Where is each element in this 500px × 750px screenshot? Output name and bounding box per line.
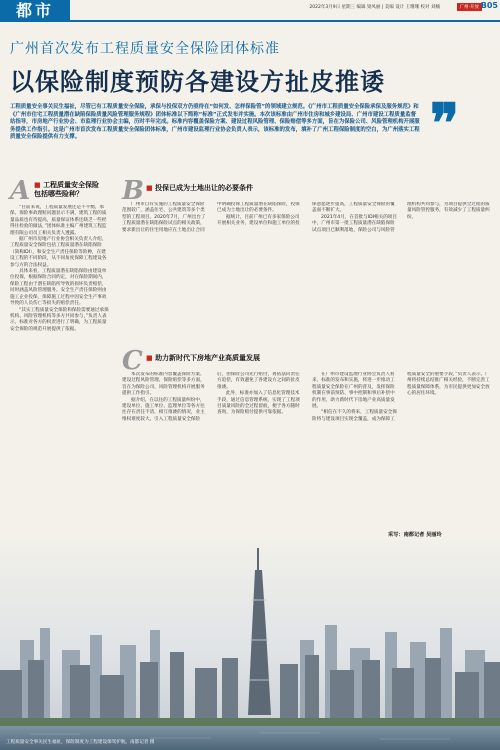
article-c-paragraph: 此外，标准亦加入了信息化管理技术手段，通过信息管理系统，实现了工程项目质量风险的全过程留痕，便于各方随时查询，为保险赔付提供可靠依据。 xyxy=(217,391,300,416)
section-a-letter: A xyxy=(10,176,31,206)
article-a-paragraph: 具体来看，工程质量潜在缺陷保险由建设单位投保，根据保险合同约定，对在保险期间内，保险工程由于潜在缺陷所导致的损坏负责赔偿，同时涵盖风险管理服务。安全生产责任保险则由施工企业投保，保障施工过程中因安全生产事故导致的人员伤亡等损失的赔偿责任。 xyxy=(10,269,107,307)
article-c-paragraph: 在广州市建设监理行业协会负责人看来，标准的发布和实施，将进一步推动工程质量安全保险在广州的普及，发挥保险机制在事前预防、事中控制和事后补偿中的作用，助力新时代下房地产业高质量发展。 xyxy=(312,372,395,410)
date-line: 2022年3月9日 星期三 编辑 梁凤丽 | 美编 设计 王珊珊 校对 刘楠 xyxy=(309,5,440,10)
masthead-rule xyxy=(70,20,500,22)
byline: 采写：南都记者 吴丽玲 xyxy=(388,532,442,538)
skyline-illustration xyxy=(0,540,500,750)
section-c-title: ■ 助力新时代下房地产业高质量发展 xyxy=(146,354,261,362)
kicker: 广州首次发布工程质量安全保险团体标准 xyxy=(10,41,280,57)
city-skyline-photo xyxy=(0,540,500,750)
article-b-paragraph: 广州市自有实施的工程质量安全保险范围较广，涵盖住宅、公共建筑等多个类型的工程项目。2020年7月，广州出台了工程质量潜在缺陷保险试点的相关政策，要求新出让的住宅用地应在土地出让合同中明确投保工程质量潜在缺陷保险，投保已成为土地出让的必要条件。 xyxy=(122,202,300,233)
article-c-paragraph: 本次发布的标准内容覆盖保险方案、建设过程风险管理、保险赔偿等多方面，旨在为保险公司、风险管理机构开展服务提供工作指引。 xyxy=(122,372,205,397)
article-b-paragraph: 2021年4月，在首批与IDI相关的项目中，广州市第一批工程质量潜在缺陷保险试点项目已顺利落地，保险公司与风险管理机构共同参与，为项目提供全过程的质量风险管控服务，有效减少了工程质量纠纷。 xyxy=(312,202,490,233)
quote-mark-icon: ❞ xyxy=(430,91,460,155)
article-c-body xyxy=(122,372,492,529)
article-a-body xyxy=(10,205,110,535)
article-c-paragraph: “相信在不久的将来，工程质量安全保险将与建设项目实现全覆盖，成为保障工程质量安全的重要手段，”负责人表示，广州将持续总结推广相关经验，不断完善工程质量保障体系，为市民提供更加安全放心的居住环境。 xyxy=(312,372,490,422)
section-c-letter: C xyxy=(122,346,143,376)
section-b-letter: B xyxy=(122,176,144,206)
photo-caption: 工程质量安全事关民生福祉，保险制度为工程建设保驾护航。南都记者 摄 xyxy=(6,740,155,745)
section-b-title: ■ 投保已成为土地出让的必要条件 xyxy=(146,184,254,192)
article-b-body xyxy=(122,202,492,340)
page-number: B05 xyxy=(480,1,498,10)
bullet-icon: ■ xyxy=(146,354,156,362)
river xyxy=(0,726,500,750)
section-tab: 都市 xyxy=(0,0,70,22)
masthead xyxy=(0,0,500,22)
headline: 以保险制度预防各建设方扯皮推诿 xyxy=(10,68,385,96)
article-a-paragraph: “目前来说，工程质量发展还是不平衡，承保、保险事故理赔问题显示不满，建筑工程的质量品质也有待提高，质量保证体系还缺乏一些经得住检验的做法，”团体标准主编广州建筑工程监理有限公司员工相关负责人透露。 xyxy=(10,205,107,236)
article-b-paragraph: 据统计，目前广州已有多家保险公司开展相关业务，建设单位和施工单位的投保意愿逐步提高，工程质量安全保险的覆盖面不断扩大。 xyxy=(217,202,395,227)
bullet-icon: ■ xyxy=(146,184,156,192)
edition-badge: 广州·开放 xyxy=(457,3,482,11)
section-a-title: ■ 工程质量安全保险包括哪些险种？ xyxy=(34,181,100,198)
lead-paragraph: 工程质量安全事关民生福祉，尽管已有工程质量安全保险，承保与投保双方仍亟待在“如何发、怎样保险管”的领域建立规范。《广州市工程质量安全保险承保及服务规范》和《广州市住宅工程质量潜在缺陷保险质量风险管理服务规程》团体标准以下简称“标准”正式发布并实施。本次该标准由广州市住房和城乡建设局、广州市建设工程质量监督站指导，市房地产行业协会、市监理行业协会主编，历时半年完成。标准内容覆盖保险方案、建设过程风险管理、保险赔偿等多方面，旨在为保险公司、风险管理机构开展服务提供工作指引。这是广州市首次发布工程质量安全保险团体标准，广州市建设监理行业协会负责人表示，该标准的发布，填补了广州工程保险制度的空白，为广州落实工程质量安全保险提供有力支撑。 xyxy=(10,104,420,140)
article-c-paragraph: 据介绍，在以往的工程质量纠纷中，建设单位、施工单位、监理单位等各方往往存在责任不清、相互推诿的情况，业主维权难度较大。引入工程质量安全保险后，由保险公司先行赔付，再依法向责任方追偿，有效避免了各建设方之间的扯皮推诿。 xyxy=(122,372,300,422)
bullet-icon: ■ xyxy=(34,181,44,189)
article-a-paragraph: “其实工程质量安全保险和保险需要通过承保机构、风险管理机构等多方共同参与，”负责人表示，标准对各方的权责进行了明确，为工程质量安全保险的规范开展提供了依据。 xyxy=(10,307,109,332)
article-a-paragraph: 据广州市房地产行业协会相关负责人介绍，工程质量安全保险包括工程质量潜在缺陷保险（简称IDI），和安全生产责任保险等险种，在建设工程的不同阶段，从不同角度保障工程建设各参与方的合法权益。 xyxy=(10,237,107,268)
